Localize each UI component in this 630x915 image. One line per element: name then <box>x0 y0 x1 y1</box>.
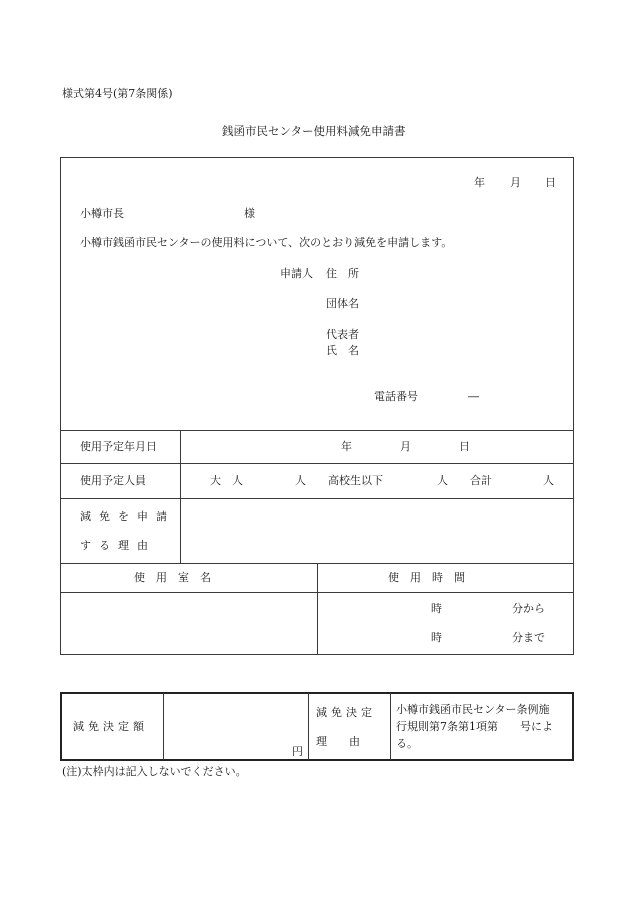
adults-label: 大 人 <box>210 474 243 487</box>
total-unit: 人 <box>543 474 554 487</box>
decision-reason-label-line1: 減免決定 <box>316 706 376 719</box>
phone-dash: ― <box>468 390 479 403</box>
usage-month-label: 月 <box>400 440 411 453</box>
decision-divider <box>308 693 309 760</box>
date-year-label: 年 <box>474 176 485 189</box>
decision-reason-text-2: 行規則第7条第1項第 号によ <box>396 720 553 733</box>
form-number: 様式第4号(第7条関係) <box>62 87 173 100</box>
form-title: 銭函市民センター使用料減免申請書 <box>222 124 406 138</box>
column-divider <box>180 430 181 563</box>
row-divider <box>60 430 574 431</box>
group-name-label: 団体名 <box>326 297 359 310</box>
reason-label-line2: する理由 <box>80 539 156 552</box>
decision-amount-label: 減免決定額 <box>73 720 148 733</box>
reason-label-line1: 減免を申請 <box>80 510 175 523</box>
applicant-label: 申請人 <box>280 267 313 280</box>
usage-date-label: 使用予定年月日 <box>80 440 157 453</box>
addressee-honorific: 様 <box>244 207 255 220</box>
usage-time-header: 使 用 時 間 <box>388 571 465 584</box>
representative-label: 代表者 <box>326 328 359 341</box>
time-from-minute: 分から <box>512 602 545 615</box>
row-divider <box>60 463 574 464</box>
decision-reason-text-3: る。 <box>396 737 418 750</box>
footnote: (注)太枠内は記入しないでください。 <box>62 765 247 778</box>
representative-name-label: 氏 名 <box>326 344 359 357</box>
row-divider <box>60 498 574 499</box>
time-from-hour: 時 <box>431 602 442 615</box>
usage-year-label: 年 <box>341 440 352 453</box>
yen-unit: 円 <box>292 745 303 758</box>
students-unit: 人 <box>437 474 448 487</box>
adults-unit: 人 <box>295 474 306 487</box>
phone-label: 電話番号 <box>374 390 418 403</box>
application-statement: 小樽市銭函市民センターの使用料について、次のとおり減免を申請します。 <box>80 236 453 249</box>
date-month-label: 月 <box>510 176 521 189</box>
date-day-label: 日 <box>545 176 556 189</box>
time-to-minute: 分まで <box>512 631 545 644</box>
decision-divider <box>163 693 164 760</box>
address-label: 住 所 <box>326 267 359 280</box>
decision-divider <box>390 693 391 760</box>
usage-day-label: 日 <box>459 440 470 453</box>
people-label: 使用予定人員 <box>80 474 146 487</box>
students-label: 高校生以下 <box>328 474 383 487</box>
addressee-name: 小樽市長 <box>80 207 124 220</box>
room-name-header: 使 用 室 名 <box>134 571 211 584</box>
decision-reason-label-line2: 理 由 <box>316 735 360 748</box>
total-label: 合計 <box>470 474 492 487</box>
column-divider <box>317 563 318 655</box>
decision-reason-text-1: 小樽市銭函市民センター条例施 <box>396 703 550 716</box>
time-to-hour: 時 <box>431 631 442 644</box>
